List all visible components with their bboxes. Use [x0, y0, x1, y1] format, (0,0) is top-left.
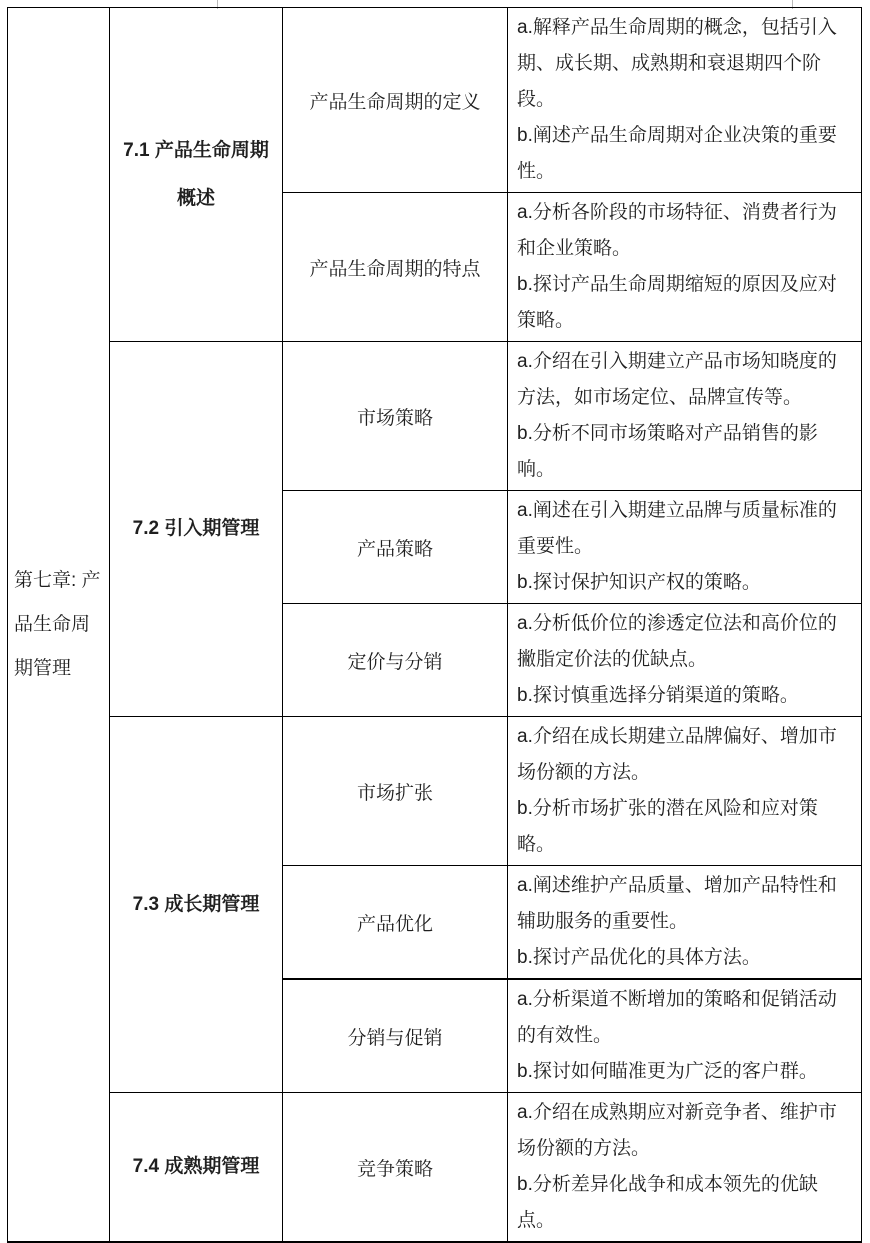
detail-cell — [508, 604, 862, 717]
topic-cell: 产品优化 — [283, 866, 508, 980]
chapter-title-cell: 第七章: 产品生命周期管理 — [8, 8, 110, 1243]
topic-cell: 分销与促销 — [283, 979, 508, 1093]
detail-item-a: a.介绍在引入期建立产品市场知晓度的方法，如市场定位、品牌宣传等。 — [517, 351, 837, 408]
detail-item-b: b.探讨产品生命周期缩短的原因及应对策略。 — [517, 274, 837, 331]
detail-cell — [508, 342, 862, 491]
detail-item-b: b.探讨慎重选择分销渠道的策略。 — [517, 685, 799, 706]
detail-item-a: a.分析低价位的渗透定位法和高价位的撇脂定价法的优缺点。 — [517, 613, 837, 670]
section-7-4-cell: 7.4 成熟期管理 — [110, 1093, 283, 1243]
detail-item-b: b.分析市场扩张的潜在风险和应对策略。 — [517, 798, 818, 855]
detail-item-a: a.阐述在引入期建立品牌与质量标准的重要性。 — [517, 500, 837, 557]
detail-item-a: a.分析各阶段的市场特征、消费者行为和企业策略。 — [517, 202, 837, 259]
detail-cell — [508, 1093, 862, 1243]
topic-cell: 产品策略 — [283, 491, 508, 604]
topic-cell: 产品生命周期的定义 — [283, 8, 508, 193]
table-row — [8, 717, 862, 866]
detail-item-a: a.介绍在成熟期应对新竞争者、维护市场份额的方法。 — [517, 1102, 837, 1159]
detail-item-b: b.阐述产品生命周期对企业决策的重要性。 — [517, 125, 837, 182]
section-7-3-cell: 7.3 成长期管理 — [110, 717, 283, 1093]
topic-cell: 竞争策略 — [283, 1093, 508, 1243]
section-7-1-cell: 7.1 产品生命周期概述 — [110, 8, 283, 342]
detail-cell — [508, 866, 862, 980]
detail-cell — [508, 193, 862, 342]
table-row — [8, 8, 862, 193]
detail-cell — [508, 491, 862, 604]
detail-item-a: a.阐述维护产品质量、增加产品特性和辅助服务的重要性。 — [517, 875, 837, 932]
topic-cell: 市场扩张 — [283, 717, 508, 866]
topic-cell: 定价与分销 — [283, 604, 508, 717]
detail-item-a: a.解释产品生命周期的概念，包括引入期、成长期、成熟期和衰退期四个阶段。 — [517, 17, 837, 110]
section-7-2-cell: 7.2 引入期管理 — [110, 342, 283, 717]
detail-item-a: a.介绍在成长期建立品牌偏好、增加市场份额的方法。 — [517, 726, 837, 783]
detail-cell — [508, 979, 862, 1093]
table-row — [8, 342, 862, 491]
detail-item-b: b.分析不同市场策略对产品销售的影响。 — [517, 423, 818, 480]
detail-item-a: a.分析渠道不断增加的策略和促销活动的有效性。 — [517, 989, 837, 1046]
detail-cell — [508, 8, 862, 193]
detail-item-b: b.探讨保护知识产权的策略。 — [517, 572, 761, 593]
detail-item-b: b.探讨产品优化的具体方法。 — [517, 947, 761, 968]
detail-item-b: b.分析差异化战争和成本领先的优缺点。 — [517, 1174, 818, 1231]
topic-cell: 市场策略 — [283, 342, 508, 491]
topic-cell: 产品生命周期的特点 — [283, 193, 508, 342]
course-outline-table — [7, 7, 862, 1243]
detail-item-b: b.探讨如何瞄准更为广泛的客户群。 — [517, 1061, 818, 1082]
table-row — [8, 1093, 862, 1243]
detail-cell — [508, 717, 862, 866]
